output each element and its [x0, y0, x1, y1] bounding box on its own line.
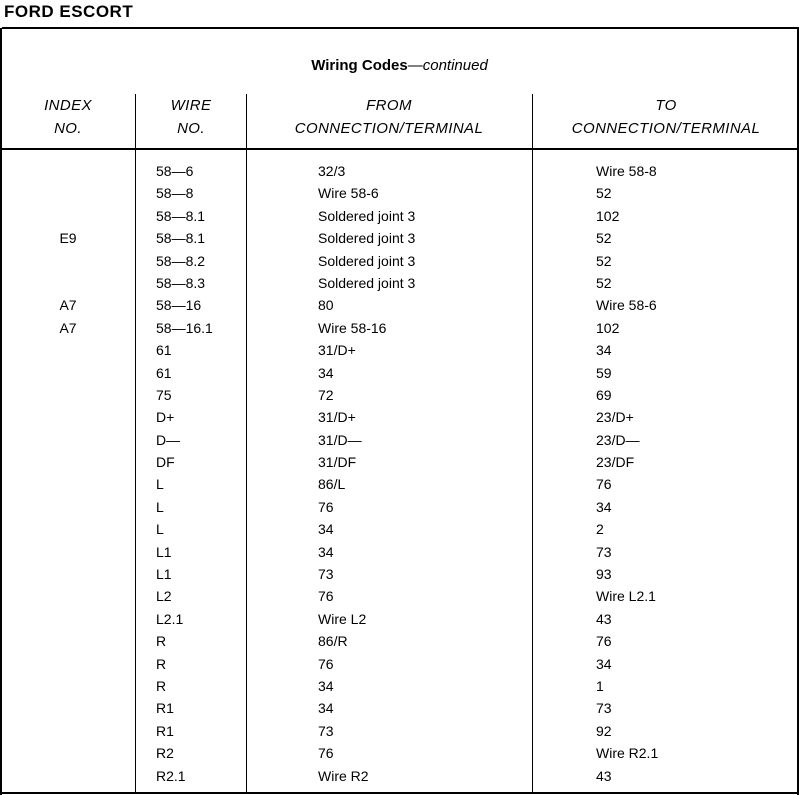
wire-number-cell: L1 [156, 566, 172, 583]
column-header-index-line1: INDEX [44, 97, 92, 114]
to-terminal-cell: 23/D+ [596, 409, 634, 426]
wire-number-cell: L [156, 521, 164, 538]
from-terminal-cell: 73 [318, 566, 334, 583]
table-row [0, 429, 799, 451]
table-title-suffix: —continued [407, 57, 488, 74]
table-row [0, 653, 799, 675]
wire-number-cell: 58—6 [156, 163, 194, 179]
from-terminal-cell: 34 [318, 364, 334, 381]
to-terminal-cell: 23/D— [596, 431, 640, 448]
from-terminal-cell: 34 [318, 543, 334, 560]
table-row [0, 697, 799, 719]
column-header-to [534, 94, 798, 140]
wire-number-cell: L2.1 [156, 610, 184, 627]
column-header-wire-line1: WIRE [170, 97, 212, 114]
wire-number-cell: D+ [156, 409, 175, 426]
wire-number-cell: R [156, 655, 167, 672]
table-row [0, 384, 799, 406]
wire-number-cell: 58—16.1 [156, 319, 213, 336]
from-terminal-cell: 32/3 [318, 163, 346, 179]
to-terminal-cell: 76 [596, 476, 612, 493]
from-terminal-cell: 31/D+ [318, 409, 356, 426]
table-row [0, 585, 799, 607]
table-row [0, 227, 799, 249]
wire-number-cell: R1 [156, 722, 174, 739]
table-row [0, 406, 799, 428]
index-cell: E9 [59, 230, 77, 247]
to-terminal-cell: 52 [596, 252, 612, 269]
from-terminal-cell: 76 [318, 588, 334, 605]
header-rule [2, 27, 799, 29]
column-header-from [248, 94, 530, 140]
from-terminal-cell: Wire 58-16 [318, 319, 387, 336]
from-terminal-cell: 31/D— [318, 431, 362, 448]
wire-number-cell: 58—16 [156, 297, 202, 314]
index-cell: A7 [59, 297, 77, 314]
table-row [0, 160, 799, 182]
table-row [0, 362, 799, 384]
table-row [0, 496, 799, 518]
wire-number-cell: 58—8.1 [156, 207, 206, 224]
header-divider [2, 148, 797, 150]
table-title-main: Wiring Codes [311, 57, 408, 74]
to-terminal-cell: 43 [596, 767, 612, 784]
from-terminal-cell: 31/D+ [318, 342, 356, 359]
to-terminal-cell: Wire 58-8 [596, 163, 657, 179]
table-row [0, 294, 799, 316]
wire-number-cell: 61 [156, 364, 172, 381]
wire-number-cell: 58—8.1 [156, 230, 206, 247]
to-terminal-cell: 73 [596, 543, 612, 560]
wire-number-cell: L2 [156, 588, 172, 605]
to-terminal-cell: 23/DF [596, 454, 635, 471]
to-terminal-cell: 52 [596, 185, 612, 202]
wire-number-cell: R1 [156, 700, 174, 717]
wire-number-cell: L [156, 498, 164, 515]
table-row [0, 182, 799, 204]
from-terminal-cell: Wire R2 [318, 767, 369, 784]
wire-number-cell: 58—8.3 [156, 274, 206, 291]
to-terminal-cell: 43 [596, 610, 612, 627]
index-cell: A7 [59, 319, 77, 336]
column-header-index-line2: NO. [54, 120, 82, 137]
table-body [0, 160, 799, 787]
table-row [0, 765, 799, 787]
wire-number-cell: L1 [156, 543, 172, 560]
column-header-wire-line2: NO. [177, 120, 205, 137]
to-terminal-cell: 34 [596, 655, 612, 672]
table-row [0, 451, 799, 473]
wire-number-cell: 75 [156, 386, 172, 403]
table-row [0, 720, 799, 742]
frame-bottom-border [0, 792, 799, 794]
to-terminal-cell: 92 [596, 722, 612, 739]
from-terminal-cell: Soldered joint 3 [318, 274, 416, 291]
from-terminal-cell: Soldered joint 3 [318, 207, 416, 224]
from-terminal-cell: 34 [318, 677, 334, 694]
to-terminal-cell: 69 [596, 386, 612, 403]
wire-number-cell: R [156, 633, 167, 650]
table-row [0, 473, 799, 495]
from-terminal-cell: 86/R [318, 633, 348, 650]
from-terminal-cell: 34 [318, 700, 334, 717]
wire-number-cell: R [156, 677, 167, 694]
wire-number-cell: L [156, 476, 164, 493]
table-row [0, 339, 799, 361]
to-terminal-cell: 102 [596, 319, 620, 336]
from-terminal-cell: 31/DF [318, 454, 357, 471]
to-terminal-cell: 76 [596, 633, 612, 650]
from-terminal-cell: 73 [318, 722, 334, 739]
table-row [0, 608, 799, 630]
from-terminal-cell: Soldered joint 3 [318, 230, 416, 247]
to-terminal-cell: Wire 58-6 [596, 297, 657, 314]
to-terminal-cell: 52 [596, 230, 612, 247]
wire-number-cell: 61 [156, 342, 172, 359]
from-terminal-cell: Wire 58-6 [318, 185, 379, 202]
table-row [0, 205, 799, 227]
from-terminal-cell: 72 [318, 386, 334, 403]
wire-number-cell: DF [156, 454, 175, 471]
column-header-to-line1: TO [655, 97, 677, 114]
to-terminal-cell: 2 [596, 521, 604, 538]
table-row [0, 630, 799, 652]
table-row [0, 742, 799, 764]
from-terminal-cell: 76 [318, 655, 334, 672]
wire-number-cell: D— [156, 431, 181, 448]
wire-number-cell: 58—8 [156, 185, 194, 202]
table-row [0, 541, 799, 563]
to-terminal-cell: 34 [596, 342, 612, 359]
to-terminal-cell: 59 [596, 364, 612, 381]
from-terminal-cell: 86/L [318, 476, 346, 493]
to-terminal-cell: Wire L2.1 [596, 588, 656, 605]
wire-number-cell: R2 [156, 745, 174, 762]
column-header-from-line2: CONNECTION/TERMINAL [294, 120, 484, 137]
column-header-wire [136, 94, 246, 140]
column-header-to-line2: CONNECTION/TERMINAL [571, 120, 761, 137]
table-row [0, 518, 799, 540]
from-terminal-cell: Wire L2 [318, 610, 367, 627]
from-terminal-cell: 76 [318, 498, 334, 515]
to-terminal-cell: 52 [596, 274, 612, 291]
table-title [0, 57, 799, 74]
to-terminal-cell: Wire R2.1 [596, 745, 659, 762]
column-header-from-line1: FROM [366, 97, 412, 114]
from-terminal-cell: 80 [318, 297, 334, 314]
from-terminal-cell: 34 [318, 521, 334, 538]
to-terminal-cell: 1 [596, 677, 604, 694]
table-row [0, 563, 799, 585]
to-terminal-cell: 73 [596, 700, 612, 717]
to-terminal-cell: 93 [596, 566, 612, 583]
wire-number-cell: 58—8.2 [156, 252, 206, 269]
to-terminal-cell: 34 [596, 498, 612, 515]
from-terminal-cell: Soldered joint 3 [318, 252, 416, 269]
table-row [0, 317, 799, 339]
table-row [0, 272, 799, 294]
from-terminal-cell: 76 [318, 745, 334, 762]
page-title: FORD ESCORT [4, 2, 134, 21]
wire-number-cell: R2.1 [156, 767, 186, 784]
table-row [0, 675, 799, 697]
table-row [0, 250, 799, 272]
to-terminal-cell: 102 [596, 207, 620, 224]
column-header-index [20, 94, 116, 140]
